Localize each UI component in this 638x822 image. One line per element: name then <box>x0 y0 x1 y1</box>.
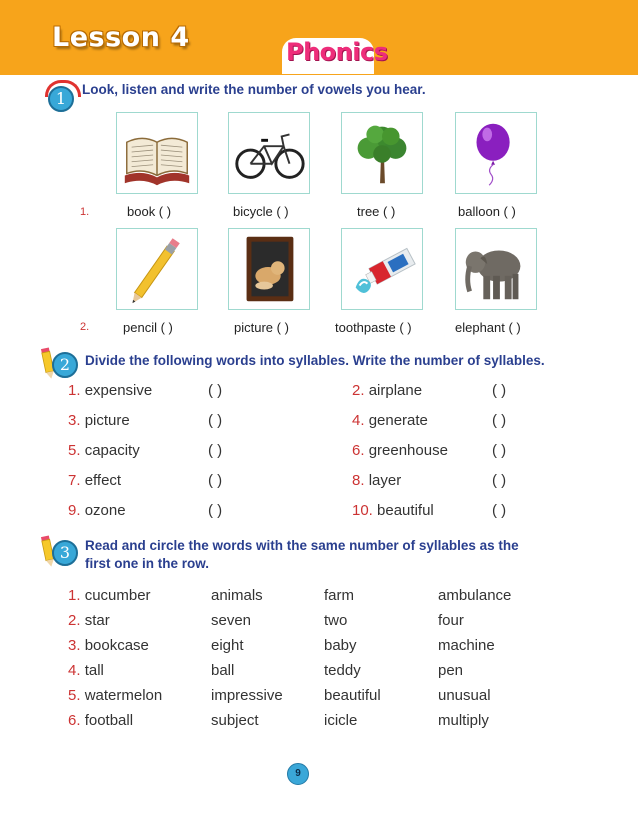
circle-choice-word[interactable]: multiply <box>438 712 489 729</box>
answer-blank[interactable]: ( ) <box>208 412 223 429</box>
answer-blank[interactable]: ( ) <box>208 472 223 489</box>
exercise-item: 2. airplane <box>352 382 423 399</box>
lesson-title: Lesson 4 <box>52 22 190 53</box>
exercise-item: 6. greenhouse <box>352 442 448 459</box>
answer-blank[interactable]: ( ) <box>492 382 507 399</box>
pencil-image <box>116 228 198 310</box>
label-picture: picture ( ) <box>234 320 289 335</box>
row-first-word: 2. star <box>68 612 110 629</box>
row-first-word: 6. football <box>68 712 134 729</box>
bicycle-image <box>228 112 310 194</box>
section-2-instruction: Divide the following words into syllables. Write the number of syllables. <box>85 353 545 368</box>
answer-blank[interactable]: ( ) <box>492 472 507 489</box>
circle-choice-word[interactable]: ambulance <box>438 587 512 604</box>
exercise-item: 5. capacity <box>68 442 140 459</box>
label-toothpaste: toothpaste ( ) <box>335 320 412 335</box>
exercise-item: 10. beautiful <box>352 502 434 519</box>
exercise-item: 7. effect <box>68 472 122 489</box>
label-bicycle: bicycle ( ) <box>233 204 289 219</box>
circle-choice-word[interactable]: seven <box>211 612 252 629</box>
answer-blank[interactable]: ( ) <box>492 412 507 429</box>
exercise-item: 9. ozone <box>68 502 126 519</box>
page-title: Phonics <box>286 38 388 66</box>
section-1-badge: 1 <box>48 86 74 112</box>
book-image <box>116 112 198 194</box>
elephant-image <box>455 228 537 310</box>
section-3-instruction-line-1: Read and circle the words with the same number of syllables as the <box>85 538 519 553</box>
picture-image <box>228 228 310 310</box>
answer-blank[interactable]: ( ) <box>208 382 223 399</box>
balloon-image <box>455 112 537 194</box>
row-1-number: 1. <box>80 206 90 218</box>
circle-choice-word[interactable]: eight <box>211 637 244 654</box>
section-2-badge: 2 <box>52 352 78 378</box>
label-pencil: pencil ( ) <box>123 320 173 335</box>
circle-choice-word[interactable]: icicle <box>324 712 358 729</box>
row-first-word: 3. bookcase <box>68 637 149 654</box>
tree-image <box>341 112 423 194</box>
exercise-item: 8. layer <box>352 472 402 489</box>
circle-choice-word[interactable]: two <box>324 612 348 629</box>
circle-choice-word[interactable]: four <box>438 612 464 629</box>
label-balloon: balloon ( ) <box>458 204 516 219</box>
label-book: book ( ) <box>127 204 172 219</box>
row-first-word: 4. tall <box>68 662 104 679</box>
toothpaste-image <box>341 228 423 310</box>
label-elephant: elephant ( ) <box>455 320 521 335</box>
row-first-word: 5. watermelon <box>68 687 163 704</box>
answer-blank[interactable]: ( ) <box>492 442 507 459</box>
circle-choice-word[interactable]: impressive <box>211 687 283 704</box>
section-1-instruction: Look, listen and write the number of vowels you hear. <box>82 82 426 97</box>
answer-blank[interactable]: ( ) <box>492 502 507 519</box>
exercise-item: 3. picture <box>68 412 130 429</box>
circle-choice-word[interactable]: machine <box>438 637 495 654</box>
exercise-item: 4. generate <box>352 412 428 429</box>
circle-choice-word[interactable]: animals <box>211 587 263 604</box>
circle-choice-word[interactable]: pen <box>438 662 464 679</box>
circle-choice-word[interactable]: subject <box>211 712 259 729</box>
answer-blank[interactable]: ( ) <box>208 502 223 519</box>
circle-choice-word[interactable]: beautiful <box>324 687 381 704</box>
section-3-instruction-line-2: first one in the row. <box>85 556 210 571</box>
answer-blank[interactable]: ( ) <box>208 442 223 459</box>
exercise-item: 1. expensive <box>68 382 153 399</box>
label-tree: tree ( ) <box>357 204 396 219</box>
circle-choice-word[interactable]: unusual <box>438 687 491 704</box>
circle-choice-word[interactable]: baby <box>324 637 357 654</box>
row-2-number: 2. <box>80 321 90 333</box>
row-first-word: 1. cucumber <box>68 587 151 604</box>
section-3-badge: 3 <box>52 540 78 566</box>
circle-choice-word[interactable]: teddy <box>324 662 361 679</box>
circle-choice-word[interactable]: farm <box>324 587 354 604</box>
circle-choice-word[interactable]: ball <box>211 662 235 679</box>
page-number: 9 <box>287 763 309 785</box>
